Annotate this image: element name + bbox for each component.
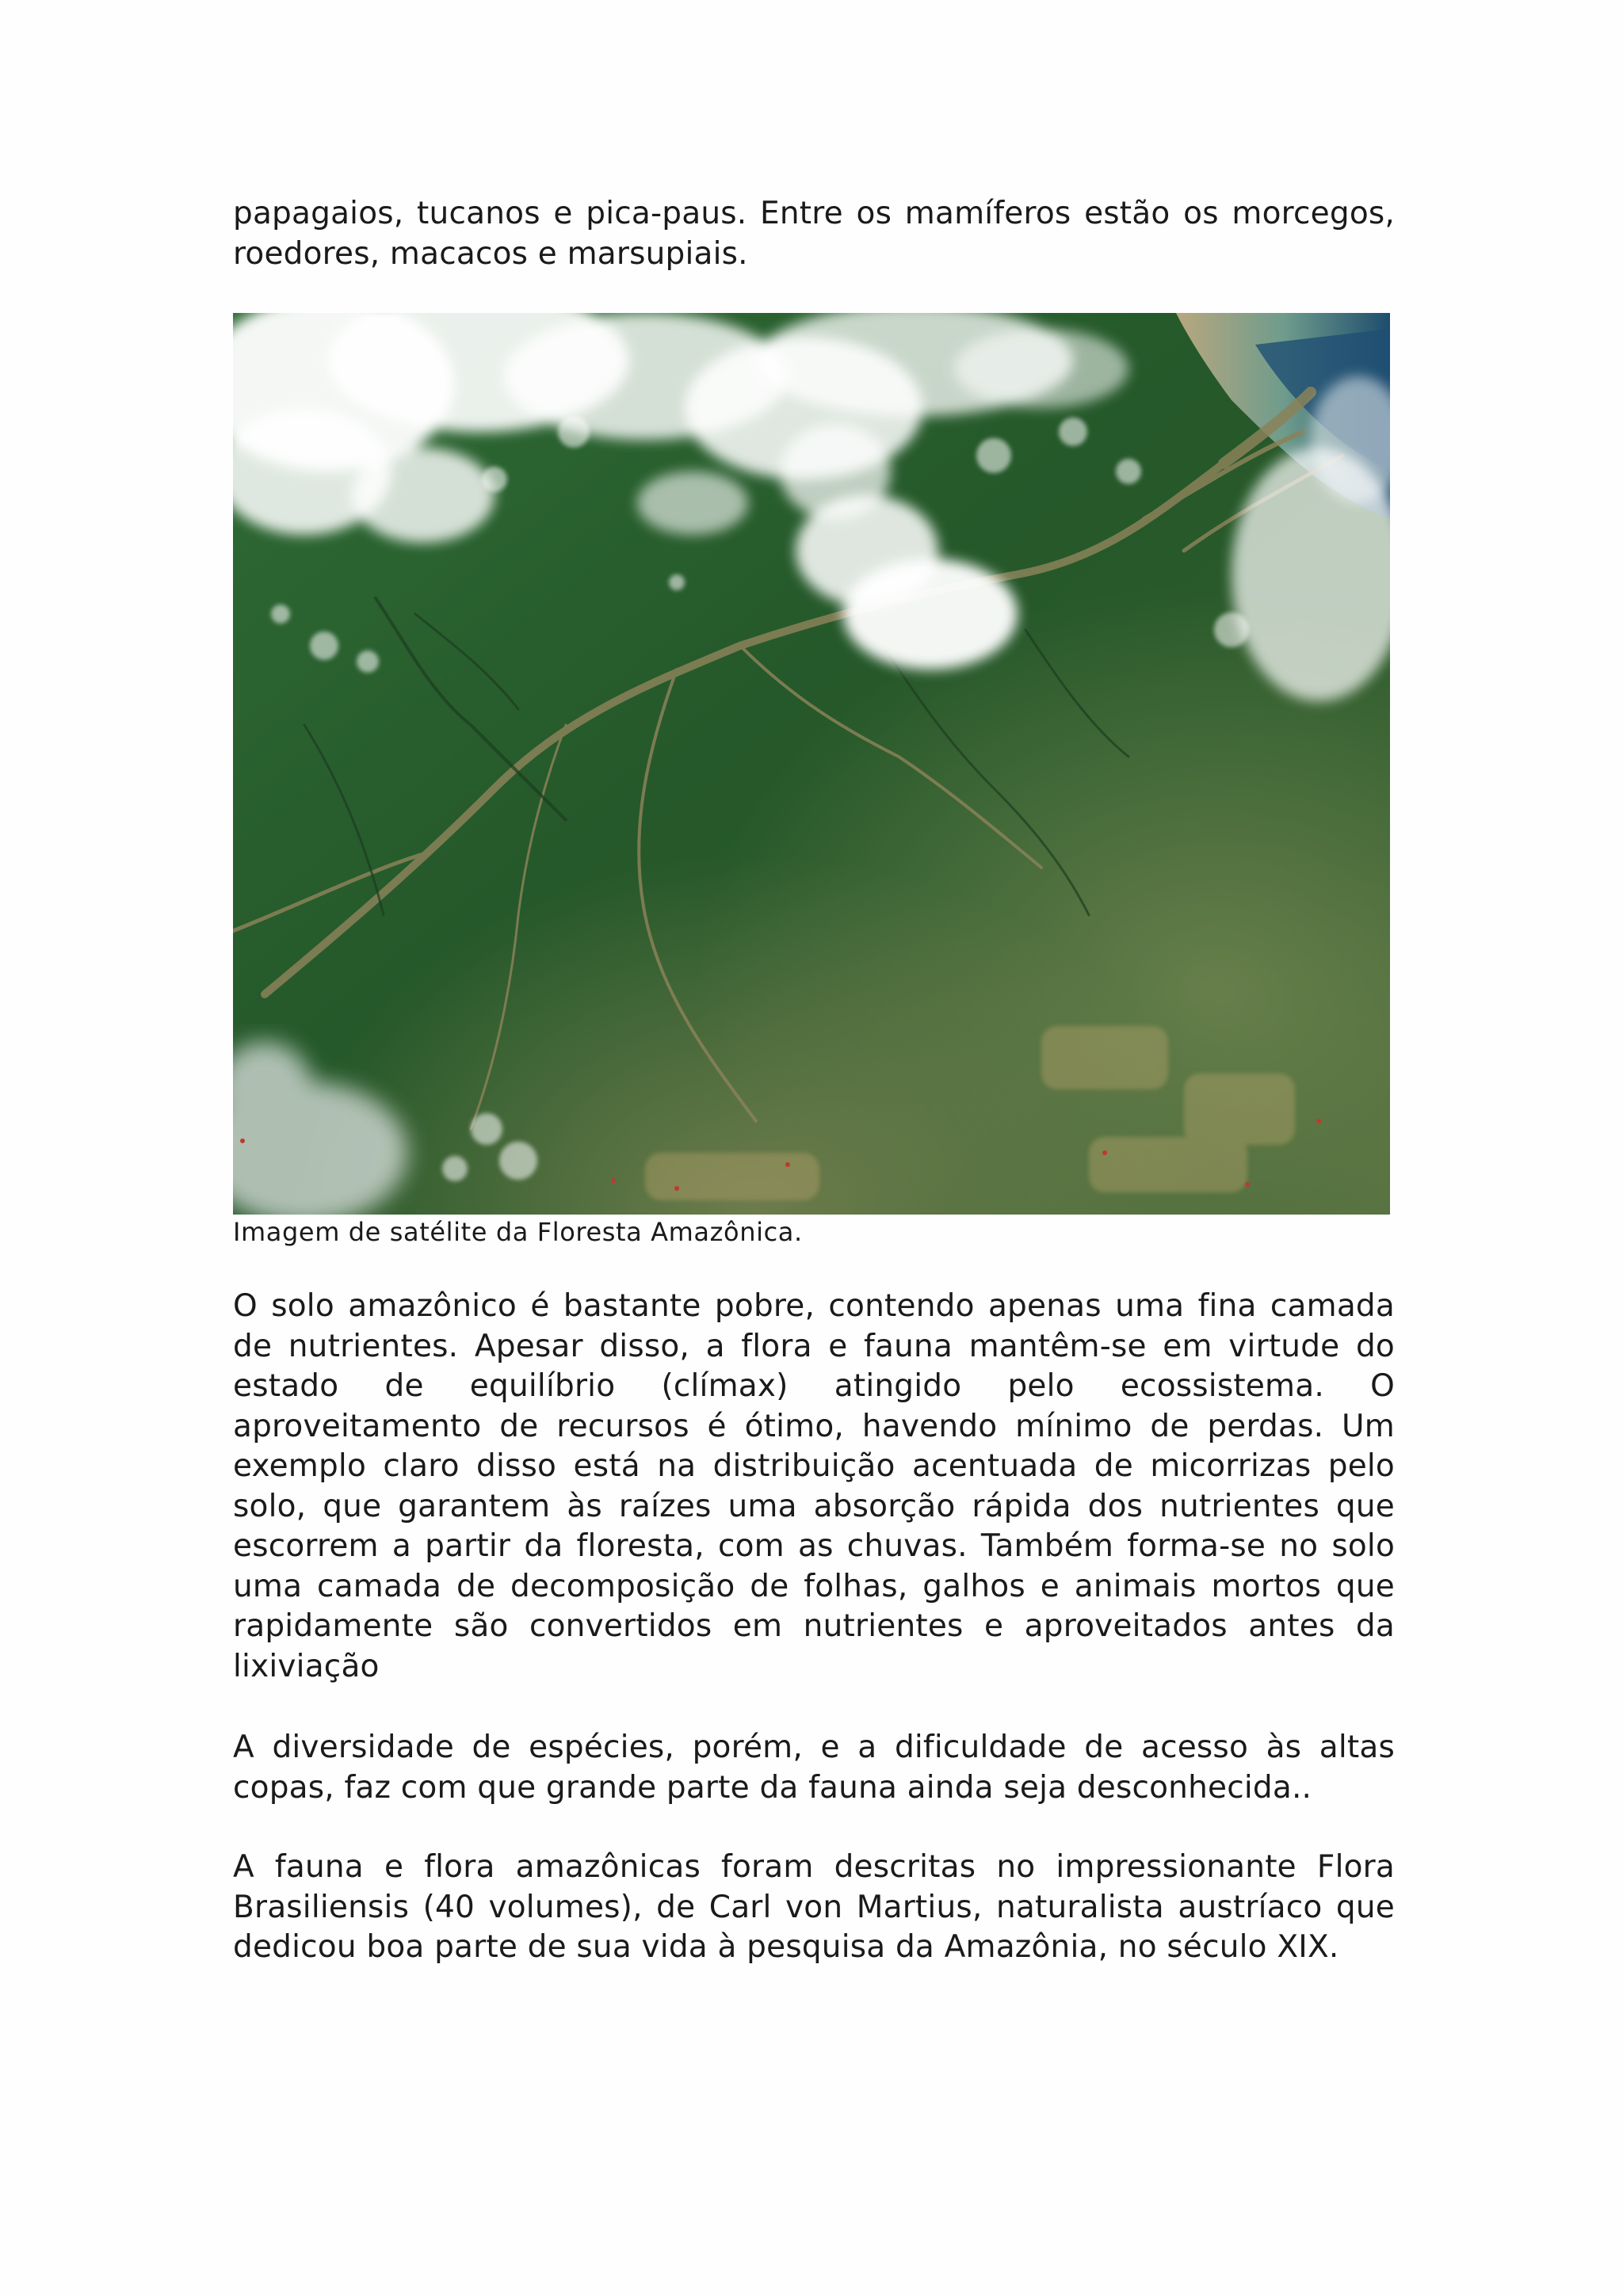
paragraph-block xyxy=(233,1848,1395,1968)
body-paragraph: A diversidade de espécies, porém, e a dificuldade de acesso às altas copas, faz com que grande parte da fauna ainda seja desconhecida.. xyxy=(233,1730,1395,1806)
body-paragraph: A fauna e flora amazônicas foram descritas no impressionante Flora Brasiliensis (40 volumes), de Carl von Martius, naturalista austríaco que dedicou boa parte de sua vida à pesquisa da Amazônia, no século XIX. xyxy=(233,1849,1395,1965)
paragraph-block xyxy=(233,1287,1395,1687)
paragraph-block xyxy=(233,1728,1395,1808)
intro-paragraph-block xyxy=(233,194,1395,274)
satellite-image xyxy=(233,313,1390,1215)
intro-paragraph: papagaios, tucanos e pica-paus. Entre os mamíferos estão os morcegos, roedores, macacos e marsupiais. xyxy=(233,196,1395,272)
figure-caption: Imagem de satélite da Floresta Amazônica. xyxy=(233,1217,803,1247)
body-paragraph: O solo amazônico é bastante pobre, contendo apenas uma fina camada de nutrientes. Apesar disso, a flora e fauna mantêm-se em virtude do estado de equilíbrio (clímax) atingido pelo ecossistema. O aproveitamento de recursos é ótimo, havendo mínimo de perdas. Um exemplo claro disso está na distribuição acentuada de micorrizas pelo solo, que garantem às raízes uma absorção rápida dos nutrientes que escorrem a partir da floresta, com as chuvas. Também forma-se no solo uma camada de decomposição de folhas, galhos e animais mortos que rapidamente são convertidos em nutrientes e aproveitados antes da lixiviação xyxy=(233,1288,1395,1684)
